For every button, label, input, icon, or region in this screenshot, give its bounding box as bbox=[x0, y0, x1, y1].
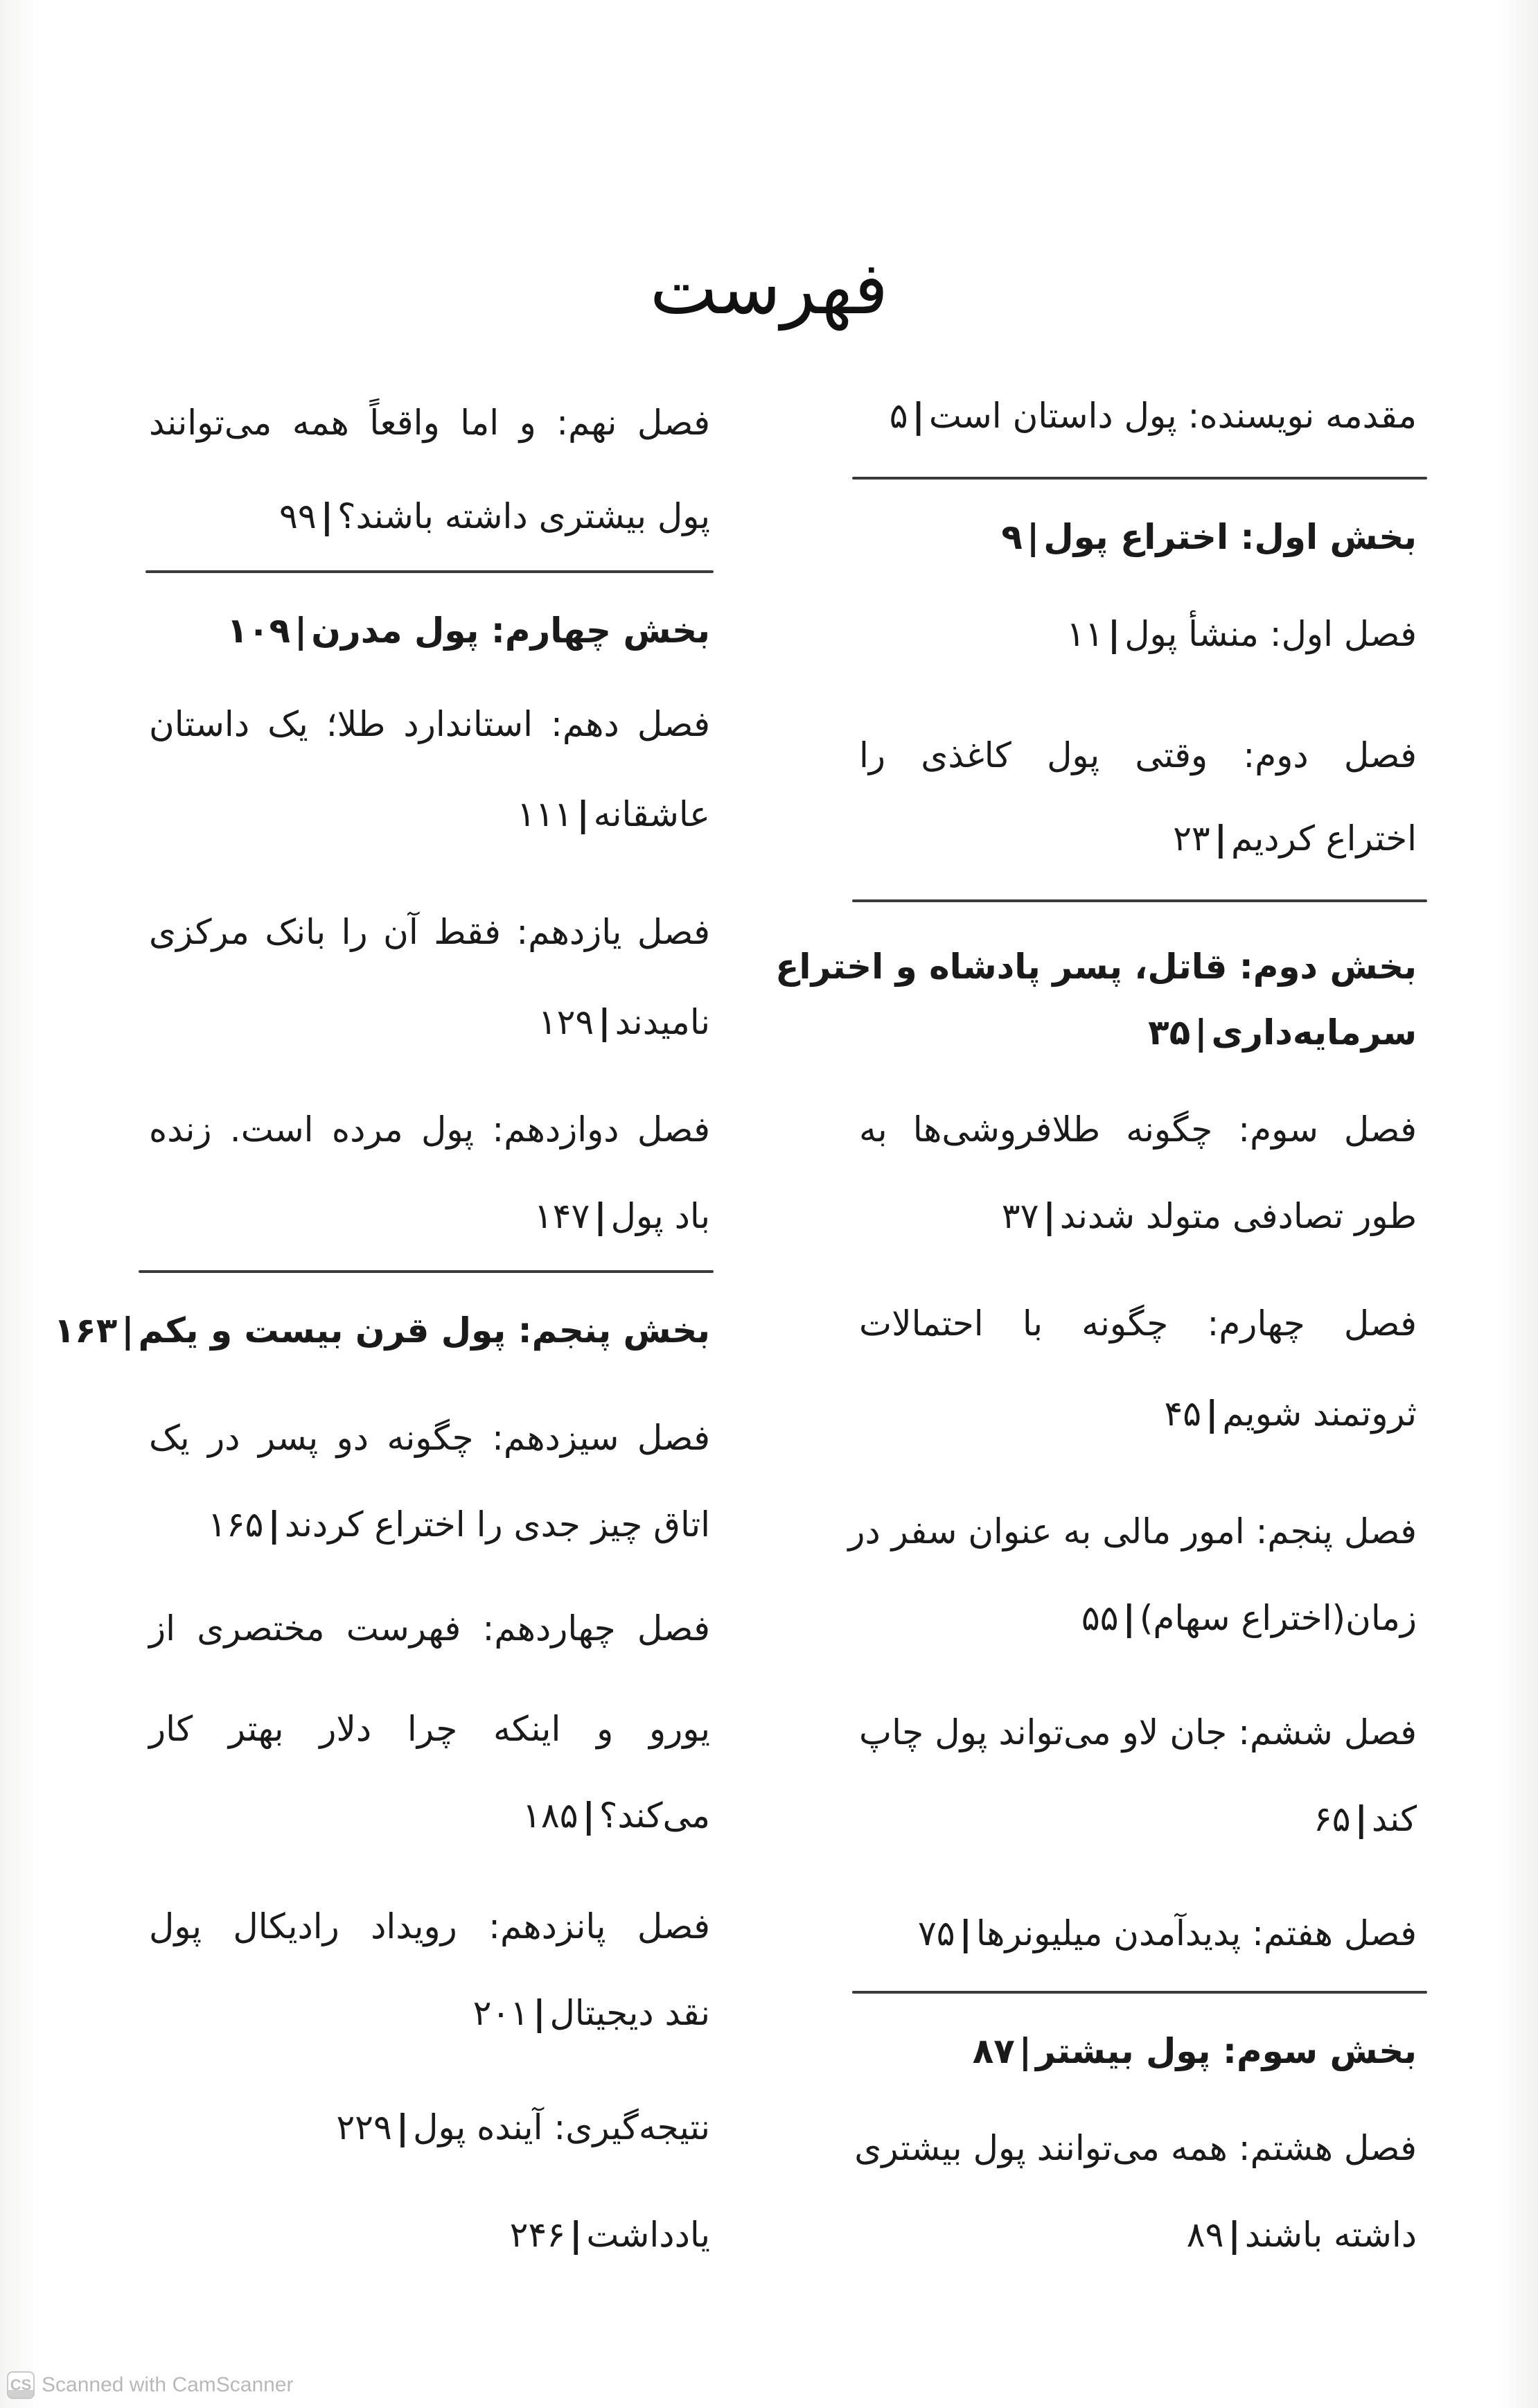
toc-entry-chapter-4-line-2[interactable] bbox=[1164, 1393, 1417, 1434]
page-separator: | bbox=[1122, 1598, 1135, 1638]
entry-text: کند bbox=[1371, 1799, 1417, 1839]
entry-text: نامیدند bbox=[615, 1002, 710, 1042]
toc-entry-chapter-12-line-2[interactable] bbox=[534, 1195, 710, 1237]
page-number: ۱۶۳ bbox=[53, 1310, 118, 1351]
page-separator: | bbox=[594, 1196, 607, 1236]
toc-entry-chapter-15-line-2[interactable] bbox=[473, 1992, 710, 2034]
page-number: ۲۲۹ bbox=[336, 2107, 392, 2147]
entry-text: نقد دیجیتال bbox=[549, 1993, 710, 2033]
page-number: ۱۶۵ bbox=[207, 1504, 264, 1545]
toc-entry-chapter-14-line-1[interactable]: فصل چهاردهم: فهرست مختصری از bbox=[149, 1608, 710, 1649]
toc-entry-part-5[interactable] bbox=[54, 1310, 710, 1351]
page-separator: | bbox=[959, 1913, 972, 1953]
page-number: ۳۵ bbox=[1148, 1012, 1191, 1053]
toc-entry-chapter-8-line-1[interactable]: فصل هشتم: همه می‌توانند پول بیشتری bbox=[854, 2128, 1417, 2168]
page-separator: | bbox=[121, 1310, 134, 1351]
page-number: ۱۱ bbox=[1066, 614, 1104, 654]
toc-entry-chapter-1[interactable] bbox=[1066, 613, 1417, 655]
page-title: فهرست bbox=[649, 246, 889, 331]
entry-text: پول بیشتری داشته باشند؟ bbox=[337, 496, 710, 536]
toc-entry-chapter-15-line-1[interactable]: فصل پانزدهم: رویداد رادیکال پول bbox=[149, 1906, 710, 1946]
entry-text: سرمایه‌داری bbox=[1211, 1012, 1417, 1053]
entry-text: ثروتمند شویم bbox=[1222, 1394, 1417, 1434]
toc-entry-chapter-10-line-2[interactable] bbox=[517, 793, 710, 835]
page-separator: | bbox=[912, 396, 925, 436]
page-number: ۴۵ bbox=[1164, 1394, 1202, 1434]
page-separator: | bbox=[1205, 1394, 1219, 1434]
toc-entry-part-1[interactable] bbox=[1001, 516, 1417, 558]
page-number: ۳۷ bbox=[1001, 1196, 1039, 1236]
toc-entry-chapter-9-line-1[interactable]: فصل نهم: و اما واقعاً همه می‌توانند bbox=[149, 403, 710, 443]
entry-text: داشته باشند bbox=[1244, 2215, 1417, 2255]
page-separator: | bbox=[1043, 1196, 1056, 1236]
section-divider bbox=[139, 1270, 714, 1273]
page-separator: | bbox=[267, 1504, 281, 1545]
page-number: ۸۷ bbox=[972, 2031, 1015, 2071]
section-divider bbox=[852, 899, 1427, 902]
page-separator: | bbox=[1026, 517, 1040, 557]
toc-entry-part-4[interactable] bbox=[227, 610, 710, 651]
page-separator: | bbox=[320, 496, 333, 536]
toc-entry-chapter-3-line-2[interactable] bbox=[1002, 1195, 1417, 1237]
page-number: ۹ bbox=[1001, 517, 1023, 557]
entry-text: اتاق چیز جدی را اختراع کردند bbox=[284, 1504, 710, 1545]
page-number: ۵ bbox=[889, 396, 908, 436]
camscanner-logo-icon: CS bbox=[7, 2371, 35, 2399]
page-separator: | bbox=[569, 2215, 583, 2255]
toc-entry-preface[interactable] bbox=[890, 395, 1417, 437]
toc-entry-chapter-3-line-1[interactable]: فصل سوم: چگونه طلافروشی‌ها به bbox=[859, 1109, 1417, 1150]
toc-entry-chapter-13-line-1[interactable]: فصل سیزدهم: چگونه دو پسر در یک bbox=[149, 1418, 710, 1458]
entry-text: طور تصادفی متولد شدند bbox=[1059, 1196, 1417, 1236]
toc-entry-chapter-13-line-2[interactable] bbox=[208, 1504, 710, 1545]
page-number: ۲۰۱ bbox=[472, 1993, 529, 2033]
toc-entry-chapter-6-line-2[interactable] bbox=[1314, 1798, 1417, 1840]
page-separator: | bbox=[396, 2107, 409, 2147]
page-separator: | bbox=[1018, 2031, 1032, 2071]
watermark-text: Scanned with CamScanner bbox=[42, 2373, 294, 2396]
page-separator: | bbox=[1194, 1012, 1208, 1053]
entry-text: عاشقانه bbox=[593, 794, 710, 834]
toc-entry-chapter-5-line-2[interactable] bbox=[1081, 1597, 1417, 1639]
toc-entry-chapter-14-line-3[interactable] bbox=[522, 1795, 710, 1836]
toc-entry-chapter-12-line-1[interactable]: فصل دوازدهم: پول مرده است. زنده bbox=[149, 1109, 710, 1150]
toc-entry-chapter-8-line-2[interactable] bbox=[1187, 2214, 1417, 2256]
entry-text: فصل هفتم: پدیدآمدن میلیونرها bbox=[975, 1913, 1417, 1953]
page-separator: | bbox=[533, 1993, 546, 2033]
entry-text: فصل اول: منشأ پول bbox=[1124, 614, 1417, 654]
page-number: ۶۵ bbox=[1313, 1799, 1351, 1839]
page-number: ۵۵ bbox=[1081, 1598, 1119, 1638]
toc-entry-chapter-2-line-1[interactable]: فصل دوم: وقتی پول کاغذی را bbox=[859, 735, 1417, 775]
entry-text: بخش سوم: پول بیشتر bbox=[1036, 2031, 1417, 2071]
toc-entry-part-3[interactable] bbox=[973, 2030, 1417, 2072]
page-separator: | bbox=[1107, 614, 1121, 654]
page-separator: | bbox=[576, 794, 590, 834]
page-number: ۱۴۷ bbox=[533, 1196, 590, 1236]
toc-entry-chapter-14-line-2[interactable]: یورو و اینکه چرا دلار بهتر کار bbox=[149, 1709, 710, 1749]
entry-text: بخش چهارم: پول مدرن bbox=[311, 610, 710, 651]
toc-entry-chapter-6-line-1[interactable]: فصل ششم: جان لاو می‌تواند پول چاپ bbox=[859, 1712, 1417, 1752]
entry-text: زمان(اختراع سهام) bbox=[1139, 1598, 1417, 1638]
page-number: ۲۳ bbox=[1173, 818, 1210, 859]
entry-text: مقدمه نویسنده: پول داستان است bbox=[928, 396, 1417, 436]
page-separator: | bbox=[1214, 818, 1228, 859]
page-number: ۱۰۹ bbox=[227, 610, 290, 651]
entry-text: بخش اول: اختراع پول bbox=[1043, 517, 1417, 557]
page-number: ۸۹ bbox=[1186, 2215, 1224, 2255]
page-number: ۱۱۱ bbox=[516, 794, 573, 834]
page-separator: | bbox=[294, 610, 308, 651]
section-divider bbox=[852, 1991, 1427, 1994]
entry-text: یادداشت bbox=[586, 2215, 710, 2255]
toc-entry-chapter-11-line-1[interactable]: فصل یازدهم: فقط آن را بانک مرکزی bbox=[149, 912, 710, 952]
camscanner-watermark bbox=[7, 2370, 294, 2400]
page-separator: | bbox=[1228, 2215, 1241, 2255]
entry-text: باد پول bbox=[610, 1196, 710, 1236]
toc-entry-conclusion[interactable] bbox=[336, 2107, 710, 2148]
toc-entry-part-2-line-2[interactable] bbox=[1148, 1012, 1417, 1053]
toc-entry-chapter-11-line-2[interactable] bbox=[538, 1001, 710, 1043]
page-number: ۲۴۶ bbox=[509, 2215, 566, 2255]
toc-entry-notes[interactable] bbox=[510, 2214, 710, 2256]
page-separator: | bbox=[582, 1795, 595, 1836]
entry-text: اختراع کردیم bbox=[1231, 818, 1417, 859]
page-separator: | bbox=[1354, 1799, 1368, 1839]
section-divider bbox=[145, 570, 714, 573]
toc-entry-chapter-10-line-1[interactable]: فصل دهم: استاندارد طلا؛ یک داستان bbox=[149, 704, 710, 744]
page-number: ۷۵ bbox=[917, 1913, 955, 1953]
page-separator: | bbox=[598, 1002, 611, 1042]
entry-text: می‌کند؟ bbox=[599, 1795, 710, 1836]
entry-text: بخش پنجم: پول قرن بیست و یکم bbox=[138, 1310, 710, 1351]
page-number: ۹۹ bbox=[279, 496, 317, 536]
section-divider bbox=[852, 477, 1427, 480]
page-number: ۱۸۵ bbox=[522, 1795, 578, 1836]
entry-text: نتیجه‌گیری: آینده پول bbox=[413, 2107, 710, 2147]
toc-entry-chapter-5-line-1[interactable]: فصل پنجم: امور مالی به عنوان سفر در bbox=[848, 1511, 1417, 1552]
toc-entry-part-2-line-1[interactable]: بخش دوم: قاتل، پسر پادشاه و اختراع bbox=[775, 947, 1417, 987]
page-number: ۱۲۹ bbox=[538, 1002, 594, 1042]
toc-entry-chapter-9-line-2[interactable] bbox=[279, 495, 710, 537]
toc-entry-chapter-4-line-1[interactable]: فصل چهارم: چگونه با احتمالات bbox=[859, 1303, 1417, 1344]
toc-entry-chapter-7[interactable] bbox=[918, 1913, 1417, 1954]
toc-entry-chapter-2-line-2[interactable] bbox=[1173, 818, 1417, 859]
